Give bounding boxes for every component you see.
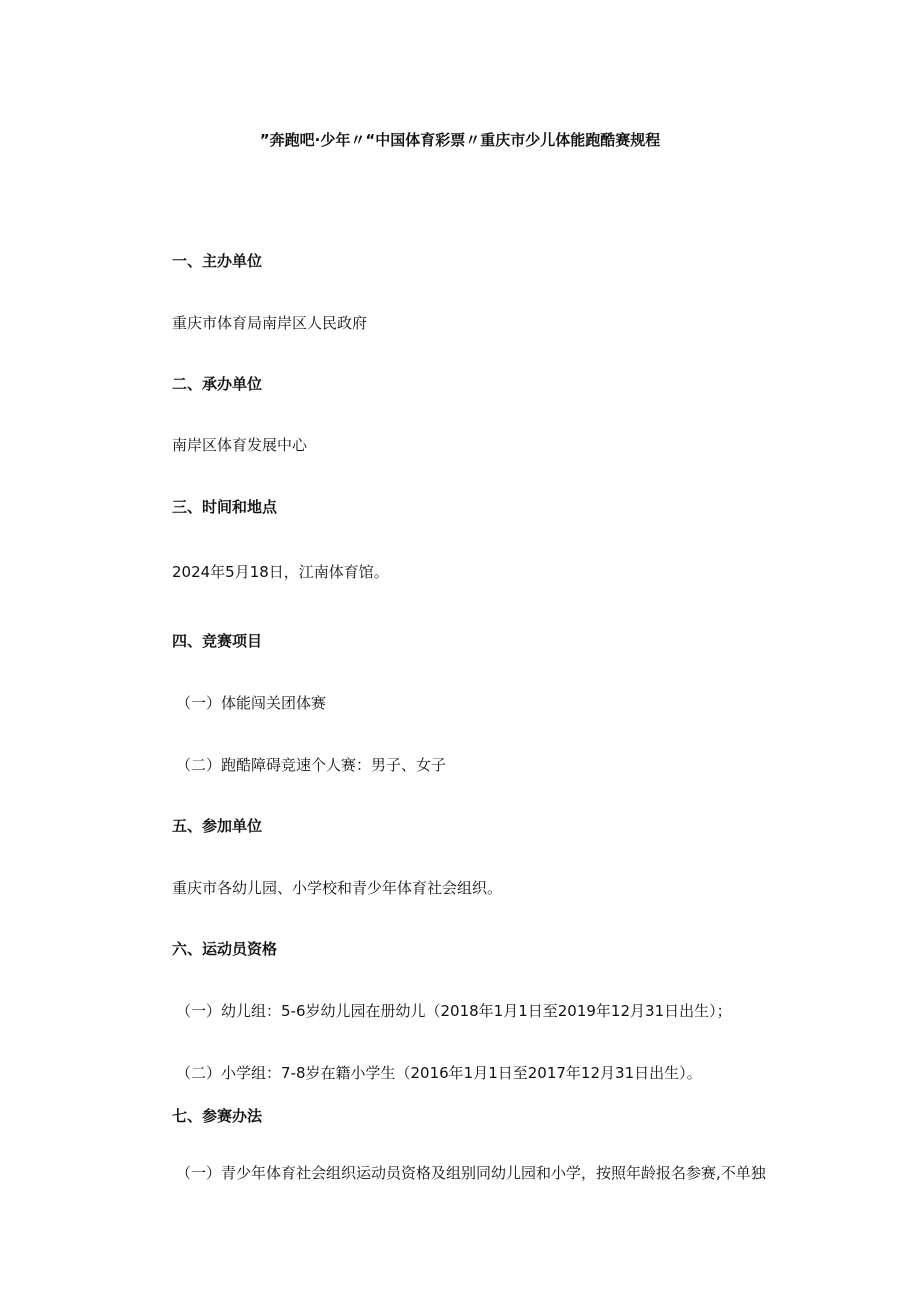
section-heading: 五、参加单位 — [172, 817, 263, 835]
section-heading: 六、运动员资格 — [172, 940, 278, 958]
list-item: （二）小学组：7-8岁在籍小学生（2016年1月1日至2017年12月31日出生）。 — [176, 1064, 702, 1082]
section-heading: 四、竞赛项目 — [172, 632, 263, 650]
list-item: （一）青少年体育社会组织运动员资格及组别同幼儿园和小学，按照年龄报名参赛,不单独 — [176, 1164, 766, 1182]
section-heading: 七、参赛办法 — [172, 1107, 263, 1125]
section-heading: 一、主办单位 — [172, 252, 263, 270]
list-item: （一）体能闯关团体赛 — [176, 694, 327, 712]
section-text: 2024年5月18日，江南体育馆。 — [172, 563, 389, 581]
section-text: 重庆市体育局南岸区人民政府 — [172, 314, 368, 332]
section-text: 南岸区体育发展中心 — [172, 436, 308, 454]
list-item: （一）幼儿组：5-6岁幼儿园在册幼儿（2018年1月1日至2019年12月31日出生）； — [176, 1002, 732, 1020]
section-text: 重庆市各幼儿园、小学校和青少年体育社会组织。 — [172, 879, 503, 897]
list-item: （二）跑酷障碍竞速个人赛：男子、女子 — [176, 756, 447, 774]
document-title: ”奔跑吧·少年〃“中国体育彩票〃重庆市少儿体能跑酷赛规程 — [259, 131, 661, 149]
section-heading: 三、时间和地点 — [172, 498, 278, 516]
section-heading: 二、承办单位 — [172, 375, 263, 393]
